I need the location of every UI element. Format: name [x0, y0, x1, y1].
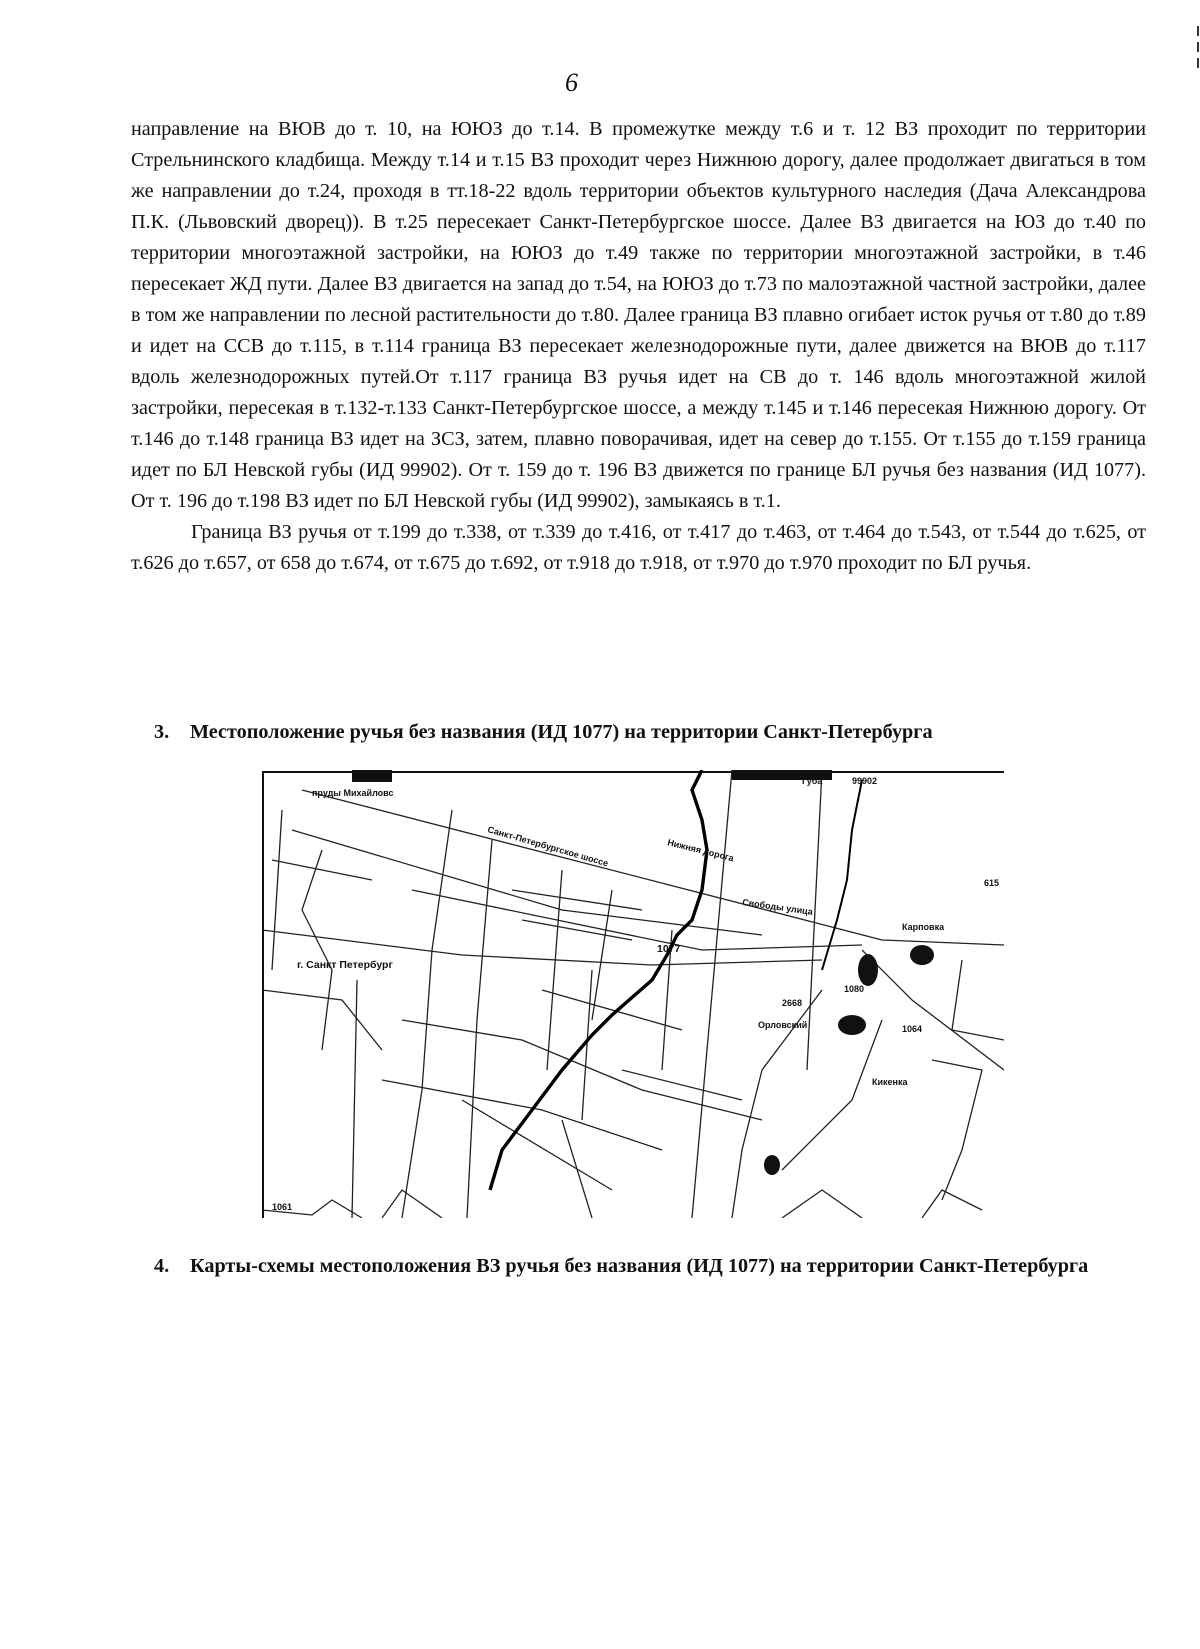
map-label-spb-shosse: Санкт-Петербургское шоссе: [486, 824, 610, 869]
map-label-karpovka: Карповка: [902, 922, 945, 932]
section-3-number: 3.: [154, 721, 170, 743]
map-label-kikenka: Кикенка: [872, 1077, 908, 1087]
map-label-orlovsky: Орловский: [758, 1020, 808, 1030]
map-label-nizhnyaya: Нижняя дорога: [666, 837, 735, 864]
map-label-1064: 1064: [902, 1024, 923, 1034]
map-label-1080: 1080: [844, 984, 865, 994]
map-svg: [262, 770, 1004, 1218]
map-label-guba: Губа: [802, 776, 823, 786]
location-map: [262, 770, 1004, 1218]
map-label-2668: 2668: [782, 998, 803, 1008]
map-label-pond: пруды Михайловс: [312, 788, 394, 798]
paragraph-2: Граница ВЗ ручья от т.199 до т.338, от т.339 до т.416, от т.417 до т.463, от т.464 до т.543, от т.544 до т.625, от т.626 до т.657, от 658 до т.674, от т.675 до т.692, от т.918 до т.918, от т.970 до т.970 проходит по БЛ ручья.: [131, 521, 1146, 574]
section-3-title: Местоположение ручья без названия (ИД 1077) на территории Санкт-Петербурга: [190, 721, 933, 743]
page-number: 6: [565, 68, 578, 97]
scan-edge-marks: [1194, 20, 1200, 120]
section-3-heading: [154, 718, 1114, 746]
map-label-city: г. Санкт Петербург: [297, 959, 393, 971]
map-label-99902: 99902: [852, 776, 878, 786]
map-label-stream-id: 1077: [657, 943, 681, 955]
map-label-svobody: Свободы улица: [741, 897, 814, 917]
section-4-number: 4.: [154, 1255, 170, 1277]
section-4-heading: [154, 1252, 1146, 1280]
map-label-615: 615: [984, 878, 1000, 888]
section-4-title: Карты-схемы местоположения ВЗ ручья без названия (ИД 1077) на территории Санкт-Петербурга: [190, 1255, 1089, 1277]
body-text: [131, 114, 1146, 579]
map-label-1061: 1061: [272, 1202, 293, 1212]
paragraph-1: направление на ВЮВ до т. 10, на ЮЮЗ до т.14. В промежутке между т.6 и т. 12 ВЗ проходит по территории Стрельнинского кладбища. Между т.14 и т.15 ВЗ проходит через Нижнюю дорогу, далее продолжает двигаться в том же направлении до т.24, проходя в тт.18-22 вдоль территории объектов культурного наследия (Дача Александрова П.К. (Львовский дворец)). В т.25 пересекает Санкт-Петербургское шоссе. Далее ВЗ двигается на ЮЗ до т.40 по территории многоэтажной застройки, на ЮЮЗ до т.49 также по территории многоэтажной застройки, в т.46 пересекает ЖД пути. Далее ВЗ двигается на запад до т.54, на ЮЮЗ до т.73 по малоэтажной частной застройки, далее в том же направлении по лесной растительности до т.80. Далее граница ВЗ плавно огибает исток ручья от т.80 до т.89 и идет на ССВ до т.115, в т.114 граница ВЗ пересекает железнодорожные пути, далее движется на ВЮВ до т.117 вдоль железнодорожных путей.От т.117 граница ВЗ ручья идет на СВ до т. 146 вдоль многоэтажной жилой застройки, пересекая в т.132-т.133 Санкт-Петербургское шоссе, а между т.145 и т.146 пересекая Нижнюю дорогу. От т.146 до т.148 граница ВЗ идет на ЗСЗ, затем, плавно поворачивая, идет на север до т.155. От т.155 до т.159 граница идет по БЛ Невской губы (ИД 99902). От т. 159 до т. 196 ВЗ движется по границе БЛ ручья без названия (ИД 1077). От т. 196 до т.198 ВЗ идет по БЛ Невской губы (ИД 99902), замыкаясь в т.1.: [131, 118, 1146, 512]
